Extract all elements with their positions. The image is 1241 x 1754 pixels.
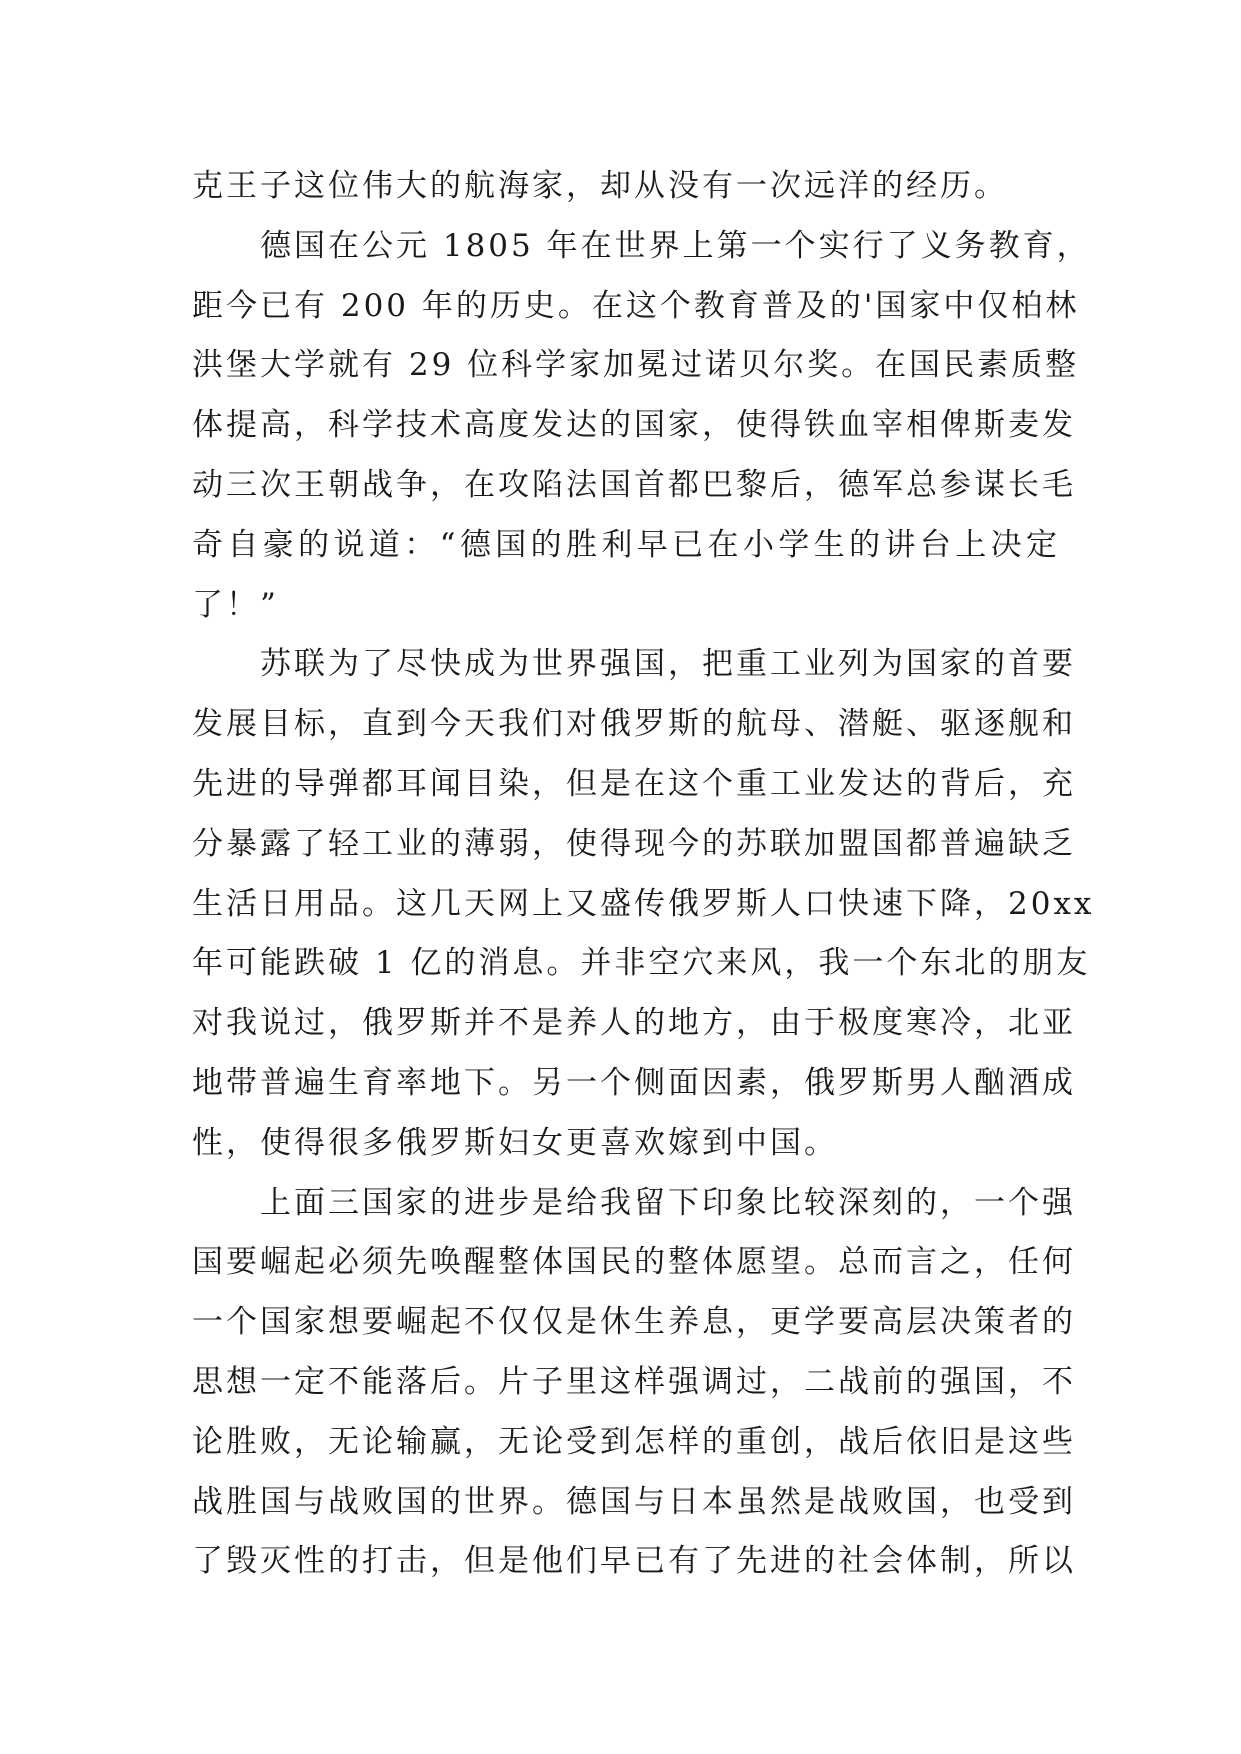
text-line: 体提高，科学技术高度发达的国家，使得铁血宰相俾斯麦发 xyxy=(192,407,1076,444)
text-line: 性，使得很多俄罗斯妇女更喜欢嫁到中国。 xyxy=(192,1124,838,1161)
text-line: 了！” xyxy=(192,586,279,623)
text-line: 一个国家想要崛起不仅仅是休生养息，更学要高层决策者的 xyxy=(192,1304,1076,1341)
text-line: 洪堡大学就有 29 位科学家加冕过诺贝尔奖。在国民素质整 xyxy=(192,347,1080,384)
text-line: 生活日用品。这几天网上又盛传俄罗斯人口快速下降，20xx xyxy=(192,885,1095,922)
text-line: 动三次王朝战争，在攻陷法国首都巴黎后，德军总参谋长毛 xyxy=(192,466,1076,503)
text-line: 分暴露了轻工业的薄弱，使得现今的苏联加盟国都普遍缺乏 xyxy=(192,825,1076,862)
document-body-text xyxy=(192,157,1095,1592)
text-line: 对我说过，俄罗斯并不是养人的地方，由于极度寒冷，北亚 xyxy=(192,1005,1076,1042)
text-line: 苏联为了尽快成为世界强国，把重工业列为国家的首要 xyxy=(260,646,1076,683)
text-line: 地带普遍生育率地下。另一个侧面因素，俄罗斯男人酗酒成 xyxy=(192,1064,1076,1101)
text-line: 论胜败，无论输赢，无论受到怎样的重创，战后依旧是这些 xyxy=(192,1423,1076,1460)
text-line: 思想一定不能落后。片子里这样强调过，二战前的强国，不 xyxy=(192,1363,1076,1400)
text-line: 距今已有 200 年的历史。在这个教育普及的'国家中仅柏林 xyxy=(192,287,1080,324)
text-line: 发展目标，直到今天我们对俄罗斯的航母、潜艇、驱逐舰和 xyxy=(192,706,1076,743)
text-line: 了毁灭性的打击，但是他们早已有了先进的社会体制，所以 xyxy=(192,1543,1076,1580)
text-line: 克王子这位伟大的航海家，却从没有一次远洋的经历。 xyxy=(192,168,1008,204)
text-line: 奇自豪的说道：“德国的胜利早已在小学生的讲台上决定 xyxy=(192,526,1060,563)
text-line: 先进的导弹都耳闻目染，但是在这个重工业发达的背后，充 xyxy=(192,765,1076,802)
text-line: 国要崛起必须先唤醒整体国民的整体愿望。总而言之，任何 xyxy=(192,1244,1076,1281)
text-line: 战胜国与战败国的世界。德国与日本虽然是战败国，也受到 xyxy=(192,1483,1076,1520)
text-line: 德国在公元 1805 年在世界上第一个实行了义务教育， xyxy=(260,227,1091,264)
text-line: 年可能跌破 1 亿的消息。并非空穴来风，我一个东北的朋友 xyxy=(192,945,1091,982)
text-line: 上面三国家的进步是给我留下印象比较深刻的，一个强 xyxy=(260,1184,1076,1221)
